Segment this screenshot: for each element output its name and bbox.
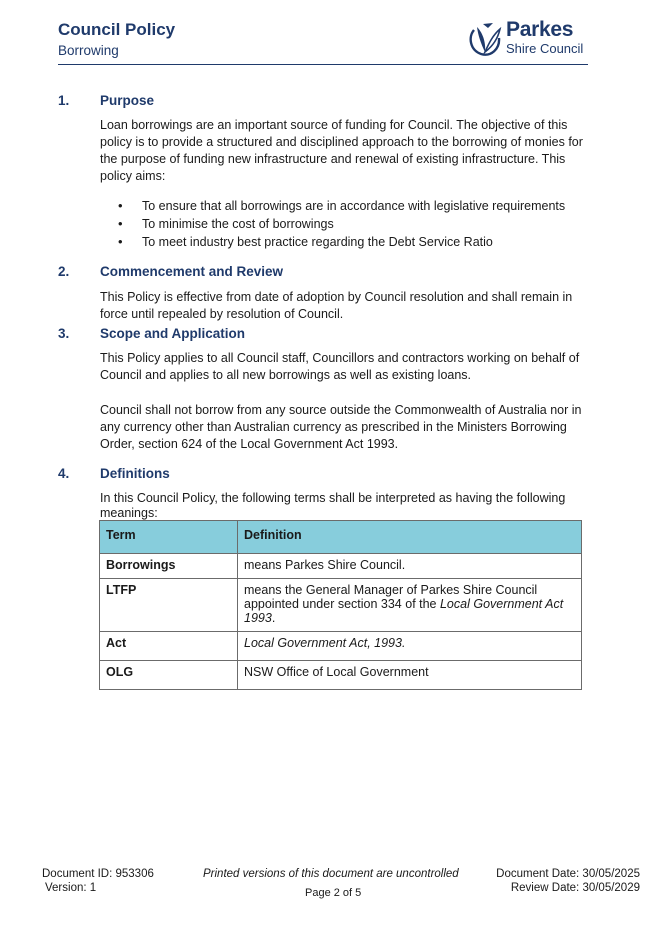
definition-cell: NSW Office of Local Government [238, 661, 582, 690]
footer-page-number: Page 2 of 5 [305, 887, 362, 899]
definition-italic-text: Local Government Act 1993 [244, 597, 564, 625]
logo-name: Parkes [506, 18, 574, 41]
definitions-table [99, 520, 582, 690]
footer-document-id: Document ID: 953306 [42, 868, 154, 880]
definition-cell: means Parkes Shire Council. [238, 554, 582, 579]
definition-italic-text: Local Government Act, 1993. [244, 636, 406, 650]
list-item: • To ensure that all borrowings are in accordance with legislative requirements [118, 197, 565, 215]
footer-document-date: Document Date: 30/05/2025 [496, 868, 640, 880]
purpose-bullet-list [118, 197, 565, 251]
scope-paragraph-2: Council shall not borrow from any source outside the Commonwealth of Australia nor in any currency other than Australian currency as prescribed in the Ministers Borrowing Order, section 624 of the Local Government Act 1993. [100, 403, 582, 451]
section-title-scope: Scope and Application [100, 326, 246, 341]
scope-paragraph: This Policy applies to all Council staff, Councillors and contractors working on behalf of Council and applies to all new borrowings as well as existing loans. [100, 351, 580, 382]
term-cell: OLG [100, 661, 238, 690]
definition-text: . [271, 611, 276, 625]
definition-cell [238, 579, 582, 632]
footer-notice: Printed versions of this document are uncontrolled [203, 868, 459, 880]
column-header-term: Term [100, 521, 238, 554]
parkes-logo [466, 19, 591, 61]
section-title-definitions: Definitions [100, 466, 170, 481]
section-number: 4. [58, 466, 70, 481]
term-cell: LTFP [100, 579, 238, 632]
parkes-logo-icon [466, 21, 502, 57]
purpose-paragraph: Loan borrowings are an important source of funding for Council. The objective of this policy is to provide a structured and disciplined approach to the borrowing of monies for the purpose of funding new infrastructure and renewal of existing infrastructure. This policy aims: [100, 118, 583, 183]
section-number: 2. [58, 264, 70, 279]
term-cell: Borrowings [100, 554, 238, 579]
commencement-paragraph: This Policy is effective from date of adoption by Council resolution and shall remain in force until repealed by resolution of Council. [100, 290, 573, 321]
definition-cell [238, 632, 582, 661]
list-item: • To meet industry best practice regarding the Debt Service Ratio [118, 233, 565, 251]
term-cell: Act [100, 632, 238, 661]
section-title-commencement: Commencement and Review [100, 264, 284, 279]
page-title: Council Policy [58, 20, 176, 39]
definitions-intro: In this Council Policy, the following terms shall be interpreted as having the following meanings: [100, 491, 566, 520]
definition-text: means the General Manager of Parkes Shire Council appointed under section 334 of the [244, 583, 538, 611]
footer-version: Version: 1 [45, 882, 97, 894]
column-header-definition: Definition [238, 521, 582, 554]
table-header-row [100, 521, 582, 554]
table-row [100, 554, 582, 579]
section-title-purpose: Purpose [100, 93, 155, 108]
footer-review-date: Review Date: 30/05/2029 [510, 882, 640, 894]
list-item: • To minimise the cost of borrowings [118, 215, 565, 233]
table-row [100, 632, 582, 661]
page-subtitle: Borrowing [58, 43, 119, 58]
table-row [100, 579, 582, 632]
header-divider [58, 64, 588, 65]
table-row [100, 661, 582, 690]
section-number: 1. [58, 93, 70, 108]
section-number: 3. [58, 326, 70, 341]
logo-tagline: Shire Council [506, 41, 584, 56]
